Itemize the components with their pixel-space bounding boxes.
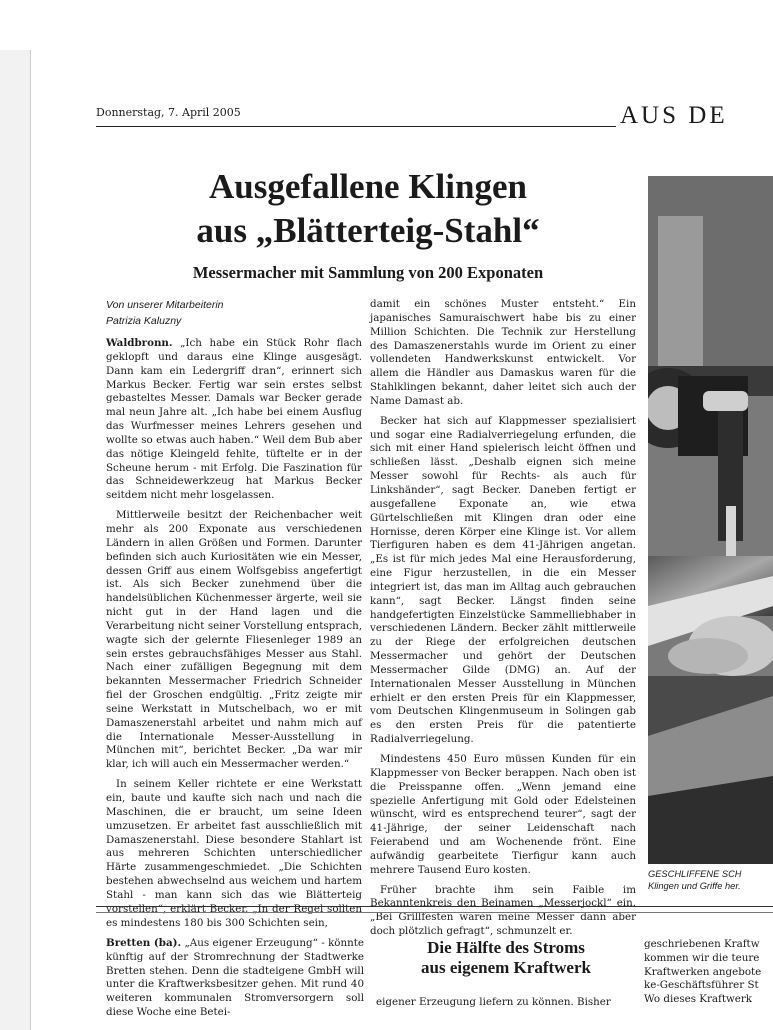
- back-page-edge: [0, 50, 31, 1030]
- text-line: ke-Geschäftsführer St: [644, 979, 759, 992]
- paragraph-text: „Ich habe ein Stück Rohr flach geklopft und daraus eine Klinge ausgesägt. Dann kam ein Ledergriff dran“, erinnert sich Markus Becker. Fertig war sein erstes selbst gebasteltes Messer. Damals war Becker gerade mal neun Jahre alt. „Ich habe bei einem Ausflug das Wurfmesser meines Lehrers gesehen und wollte so etwas auch haben.“ Weil dem Bub aber das nötige Kleingeld fehlte, tüftelte er in der Scheune herum - mit Erfolg. Die Faszination für das Schneidewerkzeug hat Markus Becker seitdem nicht mehr losgelassen.: [106, 337, 362, 502]
- paragraph-text: „Aus eigener Erzeugung“ - könnte künftig auf der Stromrechnung der Stadtwerke Bretten stehen. Denn die stadteigene GmbH will unter die Kraftwerksbesitzer gehen. Mit rund 40 weiteren kommunalen Stromversorgern soll diese Woche eine Betei-: [106, 937, 365, 1018]
- text-line: geschriebenen Kraftw: [644, 938, 760, 950]
- byline-role: Von unserer Mitarbeiterin: [106, 299, 224, 311]
- headline-line-2: aus eigenem Kraftwerk: [421, 958, 591, 977]
- page-header: [96, 104, 773, 134]
- bottom-article-headline: [376, 938, 636, 978]
- text-line: kommen wir die teure: [644, 951, 760, 964]
- paragraph: damit ein schönes Muster entsteht.“ Ein japanisches Samuraischwert habe bis zu einer Million Schichten. Die Technik zur Herstellung des Damaszenerstahls wurde im Orient zu einer vollendeten Handwerkskunst entwickelt. Vor allem die Händler aus Damaskus waren für die Stahlklingen bekannt, daher leitet sich auch der Name Damast ab.: [370, 298, 636, 407]
- dateline: Waldbronn.: [106, 337, 173, 349]
- article-column-2: [370, 298, 636, 945]
- headline-line-2: aus „Blätterteig-Stahl“: [196, 211, 540, 250]
- bottom-article-body: eigener Erzeugung liefern zu können. Bisher: [376, 996, 611, 1008]
- article-photo: [648, 176, 773, 864]
- caption-line-1: GESCHLIFFENE SCH: [648, 869, 742, 879]
- byline-author: Patrizia Kaluzny: [106, 315, 182, 327]
- section-title: AUS DE: [620, 102, 728, 129]
- header-rule: [96, 126, 616, 127]
- headline-line-1: Ausgefallene Klingen: [209, 167, 527, 206]
- byline: [106, 297, 224, 329]
- bottom-article-left: [106, 937, 364, 1020]
- photo-knife-grinder-icon: [648, 176, 773, 864]
- caption-line-2: Klingen und Griffe her.: [648, 881, 741, 891]
- paragraph: Mittlerweile besitzt der Reichenbacher weit mehr als 200 Exponate aus verschiedenen Ländern in allen Größen und Formen. Darunter befinden sich auch Kuriositäten wie ein Messer, dessen Griff aus einem Wolfsgebiss angefertigt ist. Als sich Becker zunehmend über die handelsüblichen Küchenmesser ärgerte, weil sie nicht gut in der Hand lagen und die Verarbeitung nicht seiner Vorstellung entsprach, wagte sich der gelernte Fliesenleger 1989 an sein erstes gebrauchsfähiges Messer aus Stahl. Nach einer zufälligen Begegnung mit dem bekannten Messermacher Friedrich Schneider fiel der Groschen endgültig. „Fritz zeigte mir seine Werkstatt in Mutschelbach, wo er mit Damaszenerstahl arbeitet und nahm mich auf die Internationale Messer-Ausstellung in München mit“, berichtet Becker. „Da war mir klar, ich will auch ein Messermacher werden.“: [106, 509, 362, 771]
- paragraph: Mindestens 450 Euro müssen Kunden für ein Klappmesser von Becker berappen. Nach oben ist die Preisspanne offen. „Wenn jemand eine spezielle Anfertigung mit Gold oder Edelsteinen wünscht, wird es entsprechend teurer“, sagt der 41-Jährige, der seiner Leidenschaft nach Feierabend und am Wochenende frönt. Eine aufwändig gearbeitete Tierfigur kann auch mehrere Tausend Euro kosten.: [370, 753, 636, 876]
- paragraph: In seinem Keller richtete er eine Werkstatt ein, baute und kaufte sich nach und nach die Maschinen, die er braucht, um seine Ideen umzusetzen. Er arbeitet fast ausschließlich mit Damaszenerstahl. Diese besondere Stahlart ist aus mehreren Schichten unterschiedlicher Härte zusammengeschmiedet. „Die Schichten bestehen abwechselnd aus weichem und hartem Stahl - man kann sich das wie Blätterteig vorstellen“, erklärt Becker. „In der Regel sollten es mindestens 180 bis 300 Schichten sein,: [106, 778, 362, 929]
- headline-line-1: Die Hälfte des Stroms: [427, 938, 585, 957]
- bottom-article-right: [644, 938, 773, 1007]
- article-column-1: [106, 337, 362, 936]
- section-divider: [96, 906, 773, 907]
- photo-caption: [648, 868, 773, 892]
- subheadline: Messermacher mit Sammlung von 200 Exponaten: [192, 263, 544, 282]
- issue-date: Donnerstag, 7. April 2005: [96, 106, 241, 119]
- dateline: Bretten (ba).: [106, 937, 182, 949]
- paragraph: Becker hat sich auf Klappmesser spezialisiert und sogar eine Radialverriegelung erfunden, die sich mit einer Hand spielerisch leicht öffnen und schließen lässt. „Deshalb eignen sich meine Messer sowohl für Rechts- als auch für Linkshänder“, sagt Becker. Daneben fertigt er ausgefallene Exponate an, wie etwa Gürtelschließen mit Klingen dran oder eine Hornisse, deren Körper eine Klinge ist. Vor allem Tierfiguren haben es dem 41-Jährigen angetan. „Es ist für mich jedes Mal eine Herausforderung, eine Figur herzustellen, in die ein Messer integriert ist, das man im Alltag auch gebrauchen kann“, sagt Becker. Längst finden seine handgefertigten Einzelstücke Sammelliebhaber in verschiedenen Ländern. Becker zählt mittlerweile zu der Riege der erfolgreichen deutschen Messermacher und gehört der Deutschen Messermacher Gilde (DMG) an. Auf der Internationalen Messer Ausstellung in München erhielt er den ersten Preis für ein Klappmesser, vom Deutschen Klingenmuseum in Solingen gab es den ersten Preis für die patentierte Radialverriegelung.: [370, 414, 636, 746]
- section-divider-thin: [96, 912, 773, 913]
- paragraph: [106, 337, 362, 503]
- text-line: Kraftwerken angebote: [644, 965, 762, 978]
- text-line: Wo dieses Kraftwerk: [644, 993, 753, 1006]
- paragraph: Früher brachte ihm sein Faible im Bekanntenkreis den Beinamen „Messerjockl“ ein. „Bei Grillfesten waren meine Messer dann aber doch plötzlich gefragt“, schmunzelt er.: [370, 883, 636, 938]
